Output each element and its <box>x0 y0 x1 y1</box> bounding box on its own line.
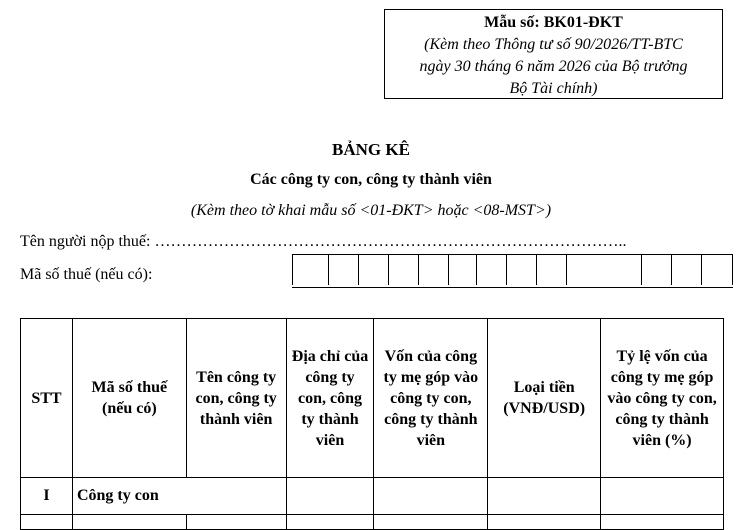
tax-code-boxes[interactable] <box>292 254 733 288</box>
tax-code-digit-box[interactable] <box>701 255 733 285</box>
tax-code-digit-box[interactable] <box>566 255 606 285</box>
tax-code-digit-box[interactable] <box>641 255 671 285</box>
tax-code-label: Mã số thuế (nếu có): <box>20 266 153 283</box>
tax-code-digit-box[interactable] <box>448 255 476 285</box>
column-header-currency: Loại tiền (VNĐ/USD) <box>488 319 601 478</box>
form-reference-line-3: Bộ Tài chính) <box>509 80 598 97</box>
table-section-row <box>21 478 724 515</box>
form-number-box <box>384 9 723 99</box>
table-header-row <box>21 319 724 478</box>
tax-code-digit-box[interactable] <box>358 255 388 285</box>
tax-code-digit-box[interactable] <box>388 255 418 285</box>
table-cell[interactable] <box>488 478 601 515</box>
column-header-stt: STT <box>21 319 73 478</box>
document-subtitle: Các công ty con, công ty thành viên <box>250 171 492 188</box>
tax-code-digit-box[interactable] <box>476 255 506 285</box>
document-title: BẢNG KÊ <box>332 140 410 159</box>
column-header-capital-ratio: Tỷ lệ vốn của công ty mẹ góp vào công ty con, công ty thành viên (%) <box>601 319 724 478</box>
section-label: Công ty con <box>72 478 286 515</box>
tax-code-digit-box[interactable] <box>418 255 448 285</box>
table-cell[interactable] <box>286 478 374 515</box>
taxpayer-name-line[interactable]: Tên người nộp thuế: …………………………………………………………………………….. <box>20 233 627 250</box>
column-header-company-name: Tên công ty con, công ty thành viên <box>186 319 286 478</box>
form-reference-line-1: (Kèm theo Thông tư số 90/2026/TT-BTC <box>424 36 683 53</box>
attachment-note: (Kèm theo tờ khai mẫu số <01-ĐKT> hoặc <08-MST>) <box>190 202 552 219</box>
table-cell[interactable] <box>601 478 724 515</box>
tax-code-digit-box[interactable] <box>506 255 536 285</box>
tax-code-digit-box[interactable] <box>671 255 701 285</box>
form-code: Mẫu số: BK01-ĐKT <box>484 14 623 31</box>
table-cell[interactable] <box>374 478 488 515</box>
column-header-address: Địa chỉ của công ty con, công ty thành viên <box>286 319 374 478</box>
tax-code-digit-box[interactable] <box>292 255 328 285</box>
column-header-capital: Vốn của công ty mẹ góp vào công ty con, công ty thành viên <box>374 319 488 478</box>
subsidiary-table <box>20 318 724 530</box>
column-header-tax-code: Mã số thuế (nếu có) <box>72 319 186 478</box>
form-reference-line-2: ngày 30 tháng 6 năm 2026 của Bộ trưởng <box>419 58 688 75</box>
section-number: I <box>21 478 73 515</box>
tax-code-separator <box>606 255 641 285</box>
tax-code-digit-box[interactable] <box>536 255 566 285</box>
tax-code-digit-box[interactable] <box>328 255 358 285</box>
